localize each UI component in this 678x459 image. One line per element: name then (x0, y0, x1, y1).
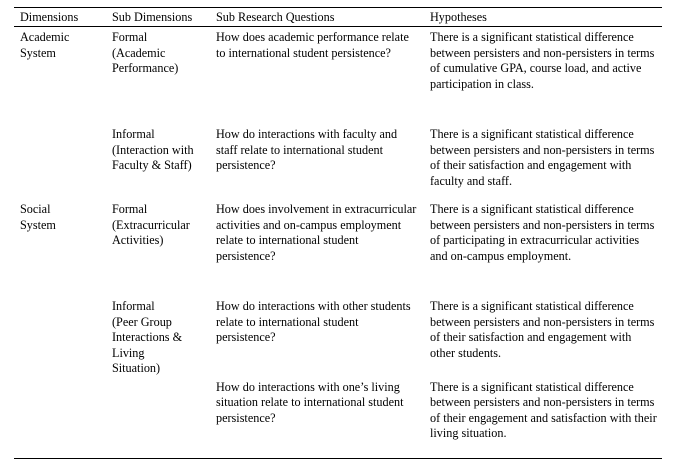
dimension-cell: Academic System (20, 30, 70, 60)
question-cell: How do interactions with other students relate to international student persistence? (216, 299, 411, 344)
sub-dimension-cell: Formal (Extracurricular Activities) (112, 202, 190, 247)
sub-dimension-cell: Informal (Interaction with Faculty & Staff) (112, 127, 194, 172)
hypothesis-cell: There is a significant statistical difference between persisters and non-persisters in terms of their engagement and satisfaction with their living situation. (424, 377, 662, 459)
sub-dimension-cell: Formal (Academic Performance) (112, 30, 179, 75)
research-framework-table (14, 7, 662, 459)
dimension-cell (14, 296, 106, 377)
question-cell: How do interactions with faculty and staff relate to international student persistence? (216, 127, 398, 172)
header-sub-research-questions: Sub Research Questions (210, 8, 424, 27)
header-sub-dimensions: Sub Dimensions (106, 8, 210, 27)
table-row (14, 124, 662, 199)
dimension-cell (14, 124, 106, 199)
question-cell: How does involvement in extracurricular activities and on-campus employment relate to international student persistence? (216, 202, 417, 263)
table-row (14, 296, 662, 377)
hypothesis-cell: There is a significant statistical difference between persisters and non-persisters in terms of their satisfaction and engagement with faculty and staff. (430, 127, 655, 188)
table-row (14, 199, 662, 296)
hypothesis-cell: There is a significant statistical difference between persisters and non-persisters in terms of participating in extracurricular activities and on-campus employment. (430, 202, 655, 263)
sub-dimension-cell: Informal (Peer Group Interactions & Living Situation) (112, 299, 183, 375)
table-row (14, 377, 662, 459)
question-cell: How do interactions with one’s living situation relate to international student persistence? (210, 377, 424, 459)
table-header-row (14, 8, 662, 27)
hypothesis-cell: There is a significant statistical difference between persisters and non-persisters in terms of their satisfaction and engagement with other students. (430, 299, 655, 360)
table-row (14, 27, 662, 125)
sub-dimension-cell (106, 377, 210, 459)
header-hypotheses: Hypotheses (424, 8, 662, 27)
question-cell: How does academic performance relate to international student persistence? (216, 30, 409, 60)
dimension-cell: Social System (20, 202, 56, 232)
dimension-cell (14, 377, 106, 459)
header-dimensions: Dimensions (14, 8, 106, 27)
hypothesis-cell: There is a significant statistical difference between persisters and non-persisters in terms of cumulative GPA, course load, and active participation in class. (430, 30, 655, 91)
